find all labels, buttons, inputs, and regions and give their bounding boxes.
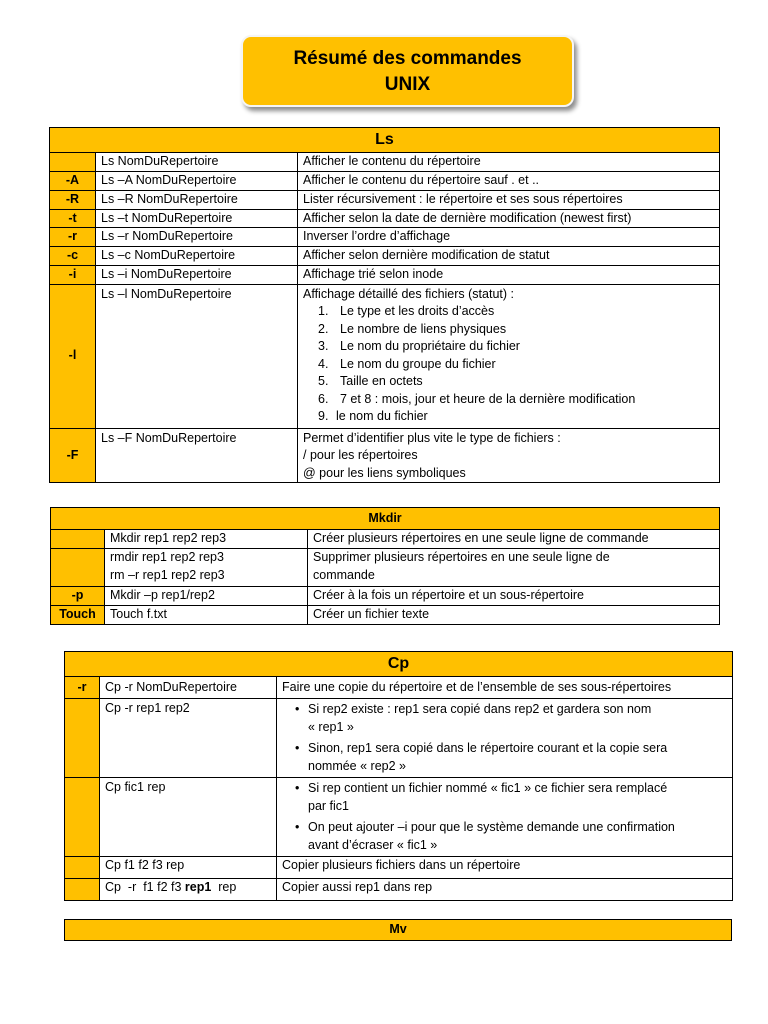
table-row	[65, 857, 733, 879]
table-row	[65, 879, 733, 901]
command-cell: Ls –l NomDuRepertoire	[96, 284, 298, 428]
table-row	[51, 530, 720, 549]
option-flag	[65, 778, 100, 857]
command-cell: Ls NomDuRepertoire	[96, 153, 298, 172]
mkdir-table	[50, 507, 720, 625]
option-flag: -t	[50, 209, 96, 228]
list-item: 3. Le nom du propriétaire du fichier	[318, 339, 520, 353]
title-line-2: UNIX	[384, 74, 431, 95]
command-cell: Cp -r rep1 rep2	[100, 699, 277, 778]
description-cell: Lister récursivement : le répertoire et ses sous répertoires	[298, 190, 720, 209]
description-cell: Afficher selon la date de dernière modification (newest first)	[298, 209, 720, 228]
ls-header: Ls	[50, 128, 720, 153]
list-item: 6. 7 et 8 : mois, jour et heure de la dernière modification	[318, 391, 636, 406]
description-cell: Inverser l’ordre d’affichage	[298, 228, 720, 247]
option-flag: -R	[50, 190, 96, 209]
list-item: • Si rep2 existe : rep1 sera copié dans rep2 et gardera son nom « rep1 »	[308, 700, 727, 737]
command-cell: Ls –r NomDuRepertoire	[96, 228, 298, 247]
description-cell: Afficher le contenu du répertoire	[298, 153, 720, 172]
detail-intro: Affichage détaillé des fichiers (statut) :	[303, 286, 514, 301]
list-item: 2. Le nombre de liens physiques	[318, 321, 507, 336]
description-cell: Faire une copie du répertoire et de l’ensemble de ses sous-répertoires	[277, 677, 733, 699]
command-cell: Cp fic1 rep	[100, 778, 277, 857]
table-row	[51, 605, 720, 624]
description-cell: Permet d’identifier plus vite le type de fichiers : / pour les répertoires @ pour les liens symboliques	[298, 428, 720, 483]
option-flag	[65, 699, 100, 778]
detail-list	[303, 303, 714, 426]
table-row	[50, 428, 720, 483]
description-cell: Créer à la fois un répertoire et un sous-répertoire	[308, 587, 720, 606]
option-flag: -p	[51, 587, 105, 606]
list-item: • Si rep contient un fichier nommé « fic1 » ce fichier sera remplacé par fic1	[308, 779, 727, 816]
description-cell: Copier plusieurs fichiers dans un répertoire	[277, 857, 733, 879]
mkdir-header: Mkdir	[51, 508, 720, 530]
option-flag: -c	[50, 247, 96, 266]
command-cell: Mkdir rep1 rep2 rep3	[105, 530, 308, 549]
table-row	[50, 265, 720, 284]
description-cell: Afficher le contenu du répertoire sauf . et ..	[298, 172, 720, 191]
table-row	[51, 549, 720, 587]
mv-table	[64, 919, 732, 941]
table-row	[50, 209, 720, 228]
list-item: • On peut ajouter –i pour que le système demande une confirmation avant d’écraser « fic1 »	[308, 818, 727, 855]
description-cell: Créer un fichier texte	[308, 605, 720, 624]
command-cell: Mkdir –p rep1/rep2	[105, 587, 308, 606]
description-cell	[298, 284, 720, 428]
title-line-1: Résumé des commandes	[293, 48, 522, 69]
command-cell: Cp f1 f2 f3 rep	[100, 857, 277, 879]
description-cell: Affichage trié selon inode	[298, 265, 720, 284]
command-cell: Cp -r f1 f2 f3 rep1 rep	[100, 879, 277, 901]
table-row	[51, 587, 720, 606]
table-row	[50, 284, 720, 428]
option-flag: -F	[50, 428, 96, 483]
table-row	[50, 190, 720, 209]
command-cell: Touch f.txt	[105, 605, 308, 624]
table-row	[65, 677, 733, 699]
table-row	[50, 153, 720, 172]
command-cell: Ls –t NomDuRepertoire	[96, 209, 298, 228]
list-item: 1. Le type et les droits d’accès	[318, 304, 495, 318]
option-flag: -i	[50, 265, 96, 284]
command-cell: Ls –F NomDuRepertoire	[96, 428, 298, 483]
list-item: 5. Taille en octets	[318, 374, 423, 388]
command-cell: Ls –A NomDuRepertoire	[96, 172, 298, 191]
option-flag	[65, 879, 100, 901]
document-title	[241, 35, 574, 107]
cp-header: Cp	[65, 652, 733, 677]
command-cell: Ls –R NomDuRepertoire	[96, 190, 298, 209]
cp-table	[64, 651, 733, 901]
option-flag	[51, 530, 105, 549]
command-cell: rmdir rep1 rep2 rep3 rm –r rep1 rep2 rep3	[105, 549, 308, 587]
mv-header: Mv	[65, 920, 732, 941]
ls-table	[49, 127, 720, 483]
table-row	[50, 247, 720, 266]
command-cell: Cp -r NomDuRepertoire	[100, 677, 277, 699]
option-flag: -l	[50, 284, 96, 428]
table-row	[50, 172, 720, 191]
command-cell: Ls –i NomDuRepertoire	[96, 265, 298, 284]
list-item: 9. le nom du fichier	[318, 409, 428, 423]
command-cell: Ls –c NomDuRepertoire	[96, 247, 298, 266]
table-row	[65, 699, 733, 778]
list-item: • Sinon, rep1 sera copié dans le répertoire courant et la copie sera nommée « rep2 »	[308, 739, 727, 776]
description-cell	[277, 699, 733, 778]
option-flag: -r	[50, 228, 96, 247]
description-cell: Créer plusieurs répertoires en une seule ligne de commande	[308, 530, 720, 549]
table-row	[65, 778, 733, 857]
option-flag: -r	[65, 677, 100, 699]
table-row	[50, 228, 720, 247]
option-flag	[51, 549, 105, 587]
option-flag: Touch	[51, 605, 105, 624]
option-flag	[65, 857, 100, 879]
description-cell: Supprimer plusieurs répertoires en une seule ligne de commande	[308, 549, 720, 587]
list-item: 4. Le nom du groupe du fichier	[318, 356, 496, 371]
description-cell	[277, 778, 733, 857]
option-flag	[50, 153, 96, 172]
description-cell: Copier aussi rep1 dans rep	[277, 879, 733, 901]
option-flag: -A	[50, 172, 96, 191]
description-cell: Afficher selon dernière modification de statut	[298, 247, 720, 266]
